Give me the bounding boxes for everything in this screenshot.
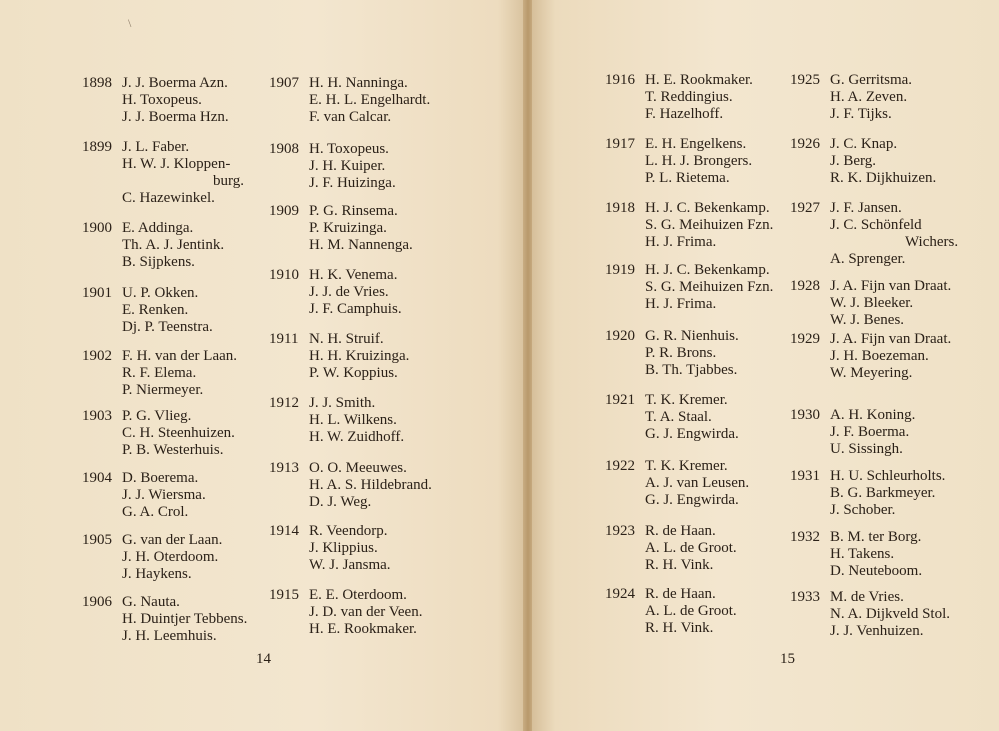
entry-name: P. G. Vlieg. xyxy=(122,408,192,424)
entry-name: U. P. Okken. xyxy=(122,285,199,301)
entry-name: A. H. Koning. xyxy=(830,407,916,423)
entry-year: 1917 xyxy=(605,136,635,152)
entry-name: H. L. Wilkens. xyxy=(309,412,397,428)
entry-names xyxy=(122,532,222,583)
entry-year: 1923 xyxy=(605,523,635,539)
entry-names xyxy=(122,220,224,271)
entry-year: 1932 xyxy=(790,529,820,545)
entry-names xyxy=(309,587,422,638)
entry-name: D. J. Weg. xyxy=(309,494,372,510)
entry-name: J. H. Leemhuis. xyxy=(122,628,217,644)
entry-name: H. E. Rookmaker. xyxy=(645,72,753,88)
entry-names xyxy=(645,328,739,379)
entry-name: M. de Vries. xyxy=(830,589,904,605)
entry-name: L. H. J. Brongers. xyxy=(645,153,753,169)
entry-year: 1931 xyxy=(790,468,820,484)
pencil-mark: \ xyxy=(128,16,132,30)
entry-name: R. H. Vink. xyxy=(645,557,714,573)
entry-names xyxy=(645,262,773,313)
entry-year: 1928 xyxy=(790,278,820,294)
entry-names xyxy=(830,468,945,519)
entry-year: 1918 xyxy=(605,200,635,216)
entry-names xyxy=(309,141,396,192)
entry-name: G. van der Laan. xyxy=(122,532,223,548)
entry-name: C. Hazewinkel. xyxy=(122,190,215,206)
entry-name: H. U. Schleurholts. xyxy=(830,468,946,484)
entry-year: 1907 xyxy=(269,75,299,91)
entry-name: J. F. Tijks. xyxy=(830,106,892,122)
entry-names xyxy=(830,331,951,382)
entry-name: G. R. Nienhuis. xyxy=(645,328,739,344)
entry-year: 1911 xyxy=(269,331,299,347)
entry-year: 1905 xyxy=(82,532,112,548)
entry-name: G. Nauta. xyxy=(122,594,180,610)
entry-year: 1921 xyxy=(605,392,635,408)
entry-name: P. G. Rinsema. xyxy=(309,203,398,219)
entry-names xyxy=(645,136,752,187)
entry-name: J. Berg. xyxy=(830,153,876,169)
entry-name: S. G. Meihuizen Fzn. xyxy=(645,217,774,233)
entry-name: J. F. Camphuis. xyxy=(309,301,402,317)
entry-year: 1908 xyxy=(269,141,299,157)
entry-names xyxy=(309,75,430,126)
entry-name: H. J. Frima. xyxy=(645,234,717,250)
entry-name: O. O. Meeuwes. xyxy=(309,460,407,476)
entry-name: E. Renken. xyxy=(122,302,189,318)
entry-name: D. Neuteboom. xyxy=(830,563,923,579)
entry-names xyxy=(122,408,235,459)
entry-year: 1925 xyxy=(790,72,820,88)
entry-name: W. J. Bleeker. xyxy=(830,295,914,311)
entry-year: 1927 xyxy=(790,200,820,216)
entry-name: Wichers. xyxy=(905,234,959,250)
entry-name: J. C. Knap. xyxy=(830,136,898,152)
entry-names xyxy=(122,594,247,645)
entry-name: G. Gerritsma. xyxy=(830,72,913,88)
entry-year: 1912 xyxy=(269,395,299,411)
entry-year: 1915 xyxy=(269,587,299,603)
entry-year: 1919 xyxy=(605,262,635,278)
entry-name: T. Reddingius. xyxy=(645,89,733,105)
entry-name: P. W. Koppius. xyxy=(309,365,398,381)
entry-year: 1926 xyxy=(790,136,820,152)
entry-name: T. K. Kremer. xyxy=(645,458,728,474)
entry-names xyxy=(309,395,404,446)
entry-name: J. J. Venhuizen. xyxy=(830,623,924,639)
entry-name: W. J. Jansma. xyxy=(309,557,391,573)
entry-names xyxy=(830,278,951,329)
entry-name: P. B. Westerhuis. xyxy=(122,442,224,458)
entry-year: 1901 xyxy=(82,285,112,301)
entry-name: H. H. Kruizinga. xyxy=(309,348,410,364)
entry-names xyxy=(122,139,244,207)
entry-year: 1933 xyxy=(790,589,820,605)
entry-names xyxy=(309,203,413,254)
entry-names xyxy=(830,200,958,268)
entry-name: J. D. van der Veen. xyxy=(309,604,423,620)
entry-name: H. A. S. Hildebrand. xyxy=(309,477,432,493)
entry-year: 1914 xyxy=(269,523,299,539)
entry-name: J. F. Huizinga. xyxy=(309,175,396,191)
entry-name: J. F. Boerma. xyxy=(830,424,910,440)
entry-name: F. H. van der Laan. xyxy=(122,348,238,364)
entry-name: H. Duintjer Tebbens. xyxy=(122,611,248,627)
entry-names xyxy=(830,407,915,458)
entry-year: 1906 xyxy=(82,594,112,610)
entry-name: H. E. Rookmaker. xyxy=(309,621,417,637)
entry-name: J. Klippius. xyxy=(309,540,378,556)
entry-name: H. W. J. Kloppen- xyxy=(122,156,231,172)
entry-name: R. Veendorp. xyxy=(309,523,388,539)
entry-name: J. L. Faber. xyxy=(122,139,190,155)
entry-names xyxy=(309,331,409,382)
entry-year: 1910 xyxy=(269,267,299,283)
entry-year: 1922 xyxy=(605,458,635,474)
entry-names xyxy=(645,392,739,443)
entry-name: U. Sissingh. xyxy=(830,441,903,457)
entry-year: 1909 xyxy=(269,203,299,219)
entry-names xyxy=(309,460,432,511)
entry-year: 1930 xyxy=(790,407,820,423)
entry-year: 1902 xyxy=(82,348,112,364)
entry-name: A. L. de Groot. xyxy=(645,603,737,619)
entry-name: G. A. Crol. xyxy=(122,504,189,520)
entry-name: H. K. Venema. xyxy=(309,267,398,283)
entry-name: B. M. ter Borg. xyxy=(830,529,922,545)
entry-names xyxy=(645,72,753,123)
entry-name: J. Schober. xyxy=(830,502,896,518)
entry-name: B. Th. Tjabbes. xyxy=(645,362,738,378)
entry-name: F. van Calcar. xyxy=(309,109,392,125)
entry-name: R. F. Elema. xyxy=(122,365,197,381)
entry-name: J. J. Boerma Hzn. xyxy=(122,109,229,125)
entry-name: E. H. Engelkens. xyxy=(645,136,747,152)
entry-name: W. J. Benes. xyxy=(830,312,905,328)
entry-name: B. Sijpkens. xyxy=(122,254,195,270)
entry-year: 1924 xyxy=(605,586,635,602)
entry-names xyxy=(122,285,213,336)
entry-name: A. J. van Leusen. xyxy=(645,475,750,491)
entry-name: G. J. Engwirda. xyxy=(645,426,739,442)
entry-name: J. J. de Vries. xyxy=(309,284,389,300)
entry-names xyxy=(645,458,749,509)
entry-name: A. Sprenger. xyxy=(830,251,906,267)
entry-names xyxy=(122,348,237,399)
entry-name: J. H. Oterdoom. xyxy=(122,549,219,565)
entry-names xyxy=(830,136,936,187)
entry-year: 1900 xyxy=(82,220,112,236)
entry-names xyxy=(122,470,206,521)
entry-year: 1920 xyxy=(605,328,635,344)
entry-name: J. H. Kuiper. xyxy=(309,158,386,174)
entry-name: G. J. Engwirda. xyxy=(645,492,739,508)
entry-name: burg. xyxy=(213,173,244,189)
entry-name: P. R. Brons. xyxy=(645,345,717,361)
entry-name: R. de Haan. xyxy=(645,586,716,602)
entry-name: J. J. Wiersma. xyxy=(122,487,206,503)
entry-name: A. L. de Groot. xyxy=(645,540,737,556)
entry-name: S. G. Meihuizen Fzn. xyxy=(645,279,774,295)
entry-name: H. J. C. Bekenkamp. xyxy=(645,200,770,216)
entry-name: P. Niermeyer. xyxy=(122,382,204,398)
entry-name: H. Toxopeus. xyxy=(122,92,202,108)
entry-year: 1899 xyxy=(82,139,112,155)
entry-name: R. de Haan. xyxy=(645,523,716,539)
entry-name: J. C. Schönfeld xyxy=(830,217,922,233)
entry-name: Dj. P. Teenstra. xyxy=(122,319,213,335)
entry-name: H. J. Frima. xyxy=(645,296,717,312)
entry-name: W. Meyering. xyxy=(830,365,913,381)
entry-name: J. A. Fijn van Draat. xyxy=(830,278,952,294)
entry-name: T. K. Kremer. xyxy=(645,392,728,408)
entry-name: J. H. Boezeman. xyxy=(830,348,929,364)
entry-name: H. M. Nannenga. xyxy=(309,237,413,253)
entry-name: C. H. Steenhuizen. xyxy=(122,425,235,441)
entry-names xyxy=(830,72,912,123)
entry-year: 1916 xyxy=(605,72,635,88)
entry-name: J. J. Boerma Azn. xyxy=(122,75,228,91)
entry-name: E. H. L. Engelhardt. xyxy=(309,92,431,108)
entry-name: J. A. Fijn van Draat. xyxy=(830,331,952,347)
entry-year: 1903 xyxy=(82,408,112,424)
entry-names xyxy=(309,523,391,574)
entry-name: N. H. Struif. xyxy=(309,331,384,347)
entry-names xyxy=(645,200,773,251)
entry-name: H. A. Zeven. xyxy=(830,89,908,105)
entry-names xyxy=(830,589,950,640)
entry-name: H. W. Zuidhoff. xyxy=(309,429,405,445)
entry-names xyxy=(309,267,402,318)
entry-name: J. Haykens. xyxy=(122,566,192,582)
entry-names xyxy=(645,523,737,574)
entry-name: Th. A. J. Jentink. xyxy=(122,237,225,253)
entry-names xyxy=(830,529,922,580)
entry-names xyxy=(645,586,737,637)
entry-year: 1913 xyxy=(269,460,299,476)
entry-name: E. Addinga. xyxy=(122,220,194,236)
entry-name: B. G. Barkmeyer. xyxy=(830,485,936,501)
entry-name: P. Kruizinga. xyxy=(309,220,387,236)
entry-name: J. J. Smith. xyxy=(309,395,376,411)
entry-name: P. L. Rietema. xyxy=(645,170,730,186)
entry-name: H. Toxopeus. xyxy=(309,141,389,157)
entry-name: F. Hazelhoff. xyxy=(645,106,724,122)
entry-name: N. A. Dijkveld Stol. xyxy=(830,606,951,622)
right-page-number: 15 xyxy=(780,651,795,667)
entry-name: H. J. C. Bekenkamp. xyxy=(645,262,770,278)
entry-name: H. Takens. xyxy=(830,546,895,562)
entry-year: 1929 xyxy=(790,331,820,347)
entry-name: H. H. Nanninga. xyxy=(309,75,408,91)
entry-name: E. E. Oterdoom. xyxy=(309,587,407,603)
left-page-number: 14 xyxy=(256,651,271,667)
entry-year: 1898 xyxy=(82,75,112,91)
entry-name: D. Boerema. xyxy=(122,470,199,486)
entry-name: R. H. Vink. xyxy=(645,620,714,636)
entry-year: 1904 xyxy=(82,470,112,486)
entry-name: R. K. Dijkhuizen. xyxy=(830,170,937,186)
entry-names xyxy=(122,75,229,126)
entry-name: T. A. Staal. xyxy=(645,409,712,425)
entry-name: J. F. Jansen. xyxy=(830,200,902,216)
